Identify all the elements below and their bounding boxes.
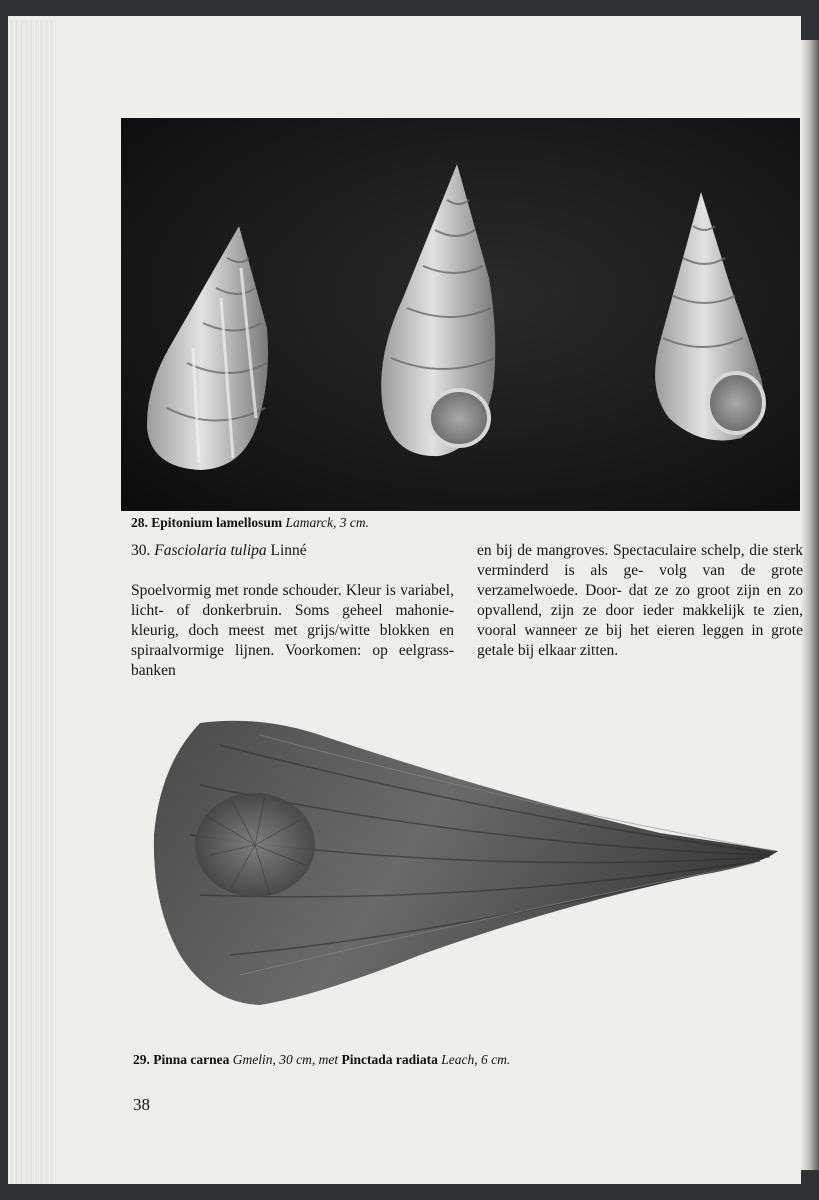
shell-illustration-group — [121, 118, 800, 511]
pinna-shell-illustration — [140, 705, 790, 1020]
entry-body-left: Spoelvormig met ronde schouder. Kleur is variabel, licht- of donkerbruin. Soms geheel mahonie-kleurig, doch meest met grijs/witte blokken en spiraalvormige lijnen. Voorkomen: op eelgrass-banken — [131, 582, 455, 679]
entry-body-right: en bij de mangroves. Spectaculaire schelp, die sterk verminderd is als ge- volg van de grote verzamelwoede. Door- dat ze zo groot zijn en zo opvallend, zijn ze door ieder makkelijk te zien, vooral wanneer ze bij het eieren leggen in grote getale bij elkaar zitten. — [477, 542, 804, 659]
right-column — [477, 541, 803, 661]
caption-figure-29: 29. Pinna carnea Gmelin, 30 cm, met Pinctada radiata Leach, 6 cm. — [133, 1052, 511, 1067]
photo-pinna-carnea — [140, 705, 790, 1020]
shell-1 — [147, 226, 268, 470]
book-spine-edge — [801, 40, 819, 1170]
shell-3 — [655, 192, 764, 441]
page-number: 38 — [133, 1095, 150, 1114]
shell-2 — [381, 164, 495, 456]
photo-epitonium-shells — [121, 118, 800, 511]
page-edges — [8, 20, 56, 1184]
left-column — [131, 541, 454, 681]
entry-heading: 30. Fasciolaria tulipa Linné — [131, 542, 307, 559]
caption-figure-28: 28. Epitonium lamellosum Lamarck, 3 cm. — [131, 515, 370, 530]
